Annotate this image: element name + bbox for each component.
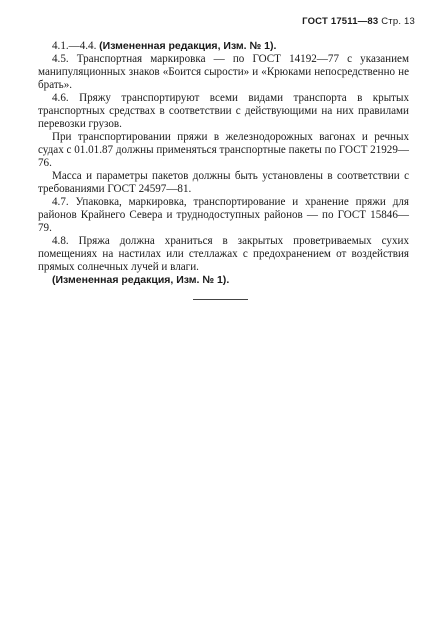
- paragraph-4-5: 4.5. Транспортная маркировка — по ГОСТ 14192—77 с указанием манипуляционных знаков «Боится сырости» и «Крюками непосредственно не брать».: [38, 53, 409, 91]
- section-divider: [193, 299, 248, 300]
- paragraph-4-1-4-4: [38, 40, 409, 53]
- running-header: [302, 16, 415, 27]
- paragraph-amendment-final: [38, 274, 409, 287]
- paragraph-4-7: 4.7. Упаковка, маркировка, транспортирование и хранение пряжи для районов Крайнего Севера и труднодоступных районов — по ГОСТ 15846—79.: [38, 196, 409, 234]
- paragraph-4-6: 4.6. Пряжу транспортируют всеми видами транспорта в крытых транспортных средствах в соответствии с действующими на них правилами перевозки грузов.: [38, 92, 409, 130]
- page-number: Стр. 13: [381, 16, 415, 27]
- amendment-note: (Измененная редакция, Изм. № 1): [99, 40, 274, 52]
- standard-number: ГОСТ 17511—83: [302, 16, 379, 27]
- amendment-note: (Измененная редакция, Изм. № 1): [52, 274, 227, 286]
- amendment-note-period: .: [273, 40, 277, 52]
- amendment-note-period: .: [226, 274, 230, 286]
- paragraph-rail-transport: При транспортировании пряжи в железнодорожных вагонах и речных судах с 01.01.87 должны применяться транспортные пакеты по ГОСТ 21929—76.: [38, 131, 409, 169]
- paragraph-4-8: 4.8. Пряжа должна храниться в закрытых проветриваемых сухих помещениях на настилах или стеллажах с предохранением от воздействия прямых солнечных лучей и влаги.: [38, 235, 409, 273]
- paragraph-packet-mass: Масса и параметры пакетов должны быть установлены в соответствии с требованиями ГОСТ 24597—81.: [38, 170, 409, 195]
- document-body: [38, 40, 409, 287]
- paragraph-lead: 4.1.—4.4.: [52, 40, 97, 52]
